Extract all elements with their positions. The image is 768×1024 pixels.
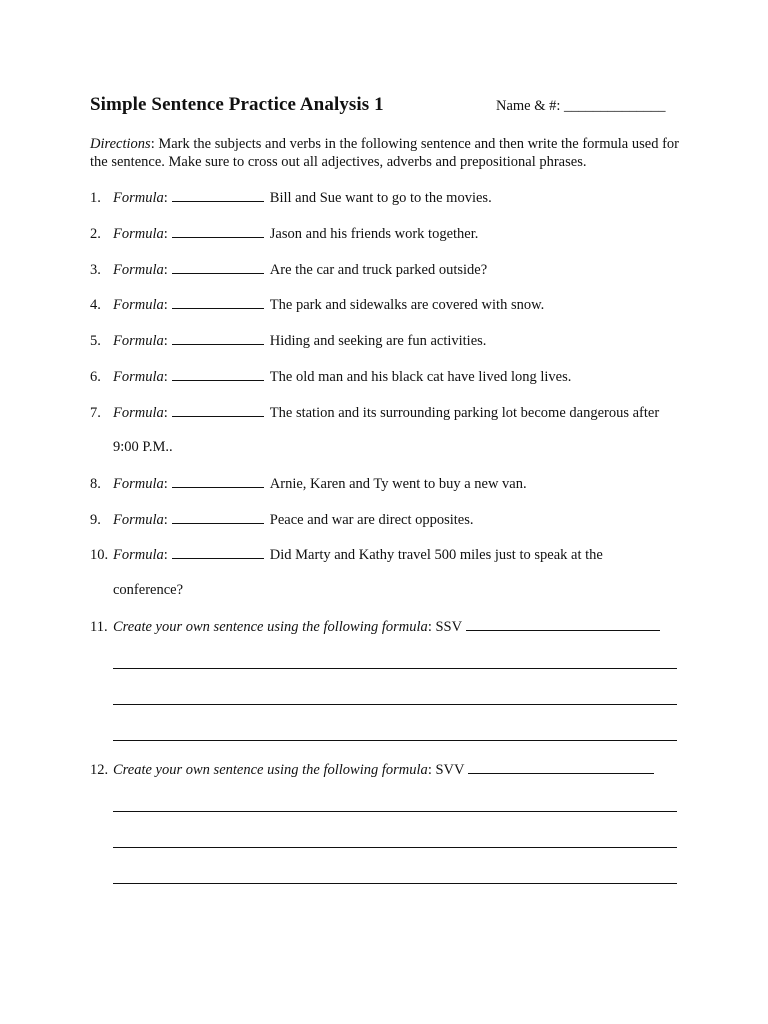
list-item: 5. Formula: Hiding and seeking are fun activities. xyxy=(90,333,487,349)
worksheet-title: Simple Sentence Practice Analysis 1 xyxy=(90,94,384,115)
directions xyxy=(90,135,690,171)
item-number: 5. xyxy=(90,333,101,349)
answer-blank[interactable] xyxy=(468,761,654,774)
directions-text: : Mark the subjects and verbs in the following sentence and then write the formula used for the sentence. Make sure to cross out all adjectives, adverbs and prepositional phrases. xyxy=(90,136,679,170)
formula-blank[interactable] xyxy=(172,189,264,202)
create-label: Create your own sentence using the following formula xyxy=(113,762,428,778)
list-item: 3. Formula: Are the car and truck parked outside? xyxy=(90,262,488,278)
item-number: 12. xyxy=(90,762,109,778)
item-number: 8. xyxy=(90,476,101,492)
formula-label: Formula xyxy=(113,547,164,563)
create-formula: : SSV xyxy=(427,619,463,635)
item-sentence: Peace and war are direct opposites. xyxy=(269,512,474,528)
list-item: 7. Formula: The station and its surrounding parking lot become dangerous after xyxy=(90,405,660,421)
item-sentence: Are the car and truck parked outside? xyxy=(269,262,488,278)
answer-line[interactable] xyxy=(113,811,677,812)
list-item: 2. Formula: Jason and his friends work together. xyxy=(90,226,479,242)
list-item: 8. Formula: Arnie, Karen and Ty went to buy a new van. xyxy=(90,476,527,492)
item-sentence: Arnie, Karen and Ty went to buy a new van. xyxy=(269,476,527,492)
name-field[interactable]: Name & #: ______________ xyxy=(496,98,666,114)
create-item xyxy=(90,761,654,779)
answer-line[interactable] xyxy=(113,847,677,848)
item-number: 4. xyxy=(90,297,101,313)
list-item: 10. Formula: Did Marty and Kathy travel 500 miles just to speak at the xyxy=(90,547,603,563)
answer-line[interactable] xyxy=(113,668,677,669)
list-item: 6. Formula: The old man and his black cat have lived long lives. xyxy=(90,369,572,385)
create-item xyxy=(90,618,660,636)
formula-blank[interactable] xyxy=(172,261,264,274)
answer-line[interactable] xyxy=(113,883,677,884)
item-number: 9. xyxy=(90,512,101,528)
item-sentence: Bill and Sue want to go to the movies. xyxy=(269,190,492,206)
formula-label: Formula xyxy=(113,369,164,385)
item-sentence-continuation: 9:00 P.M.. xyxy=(113,439,173,455)
item-number: 2. xyxy=(90,226,101,242)
item-number: 6. xyxy=(90,369,101,385)
answer-line[interactable] xyxy=(113,704,677,705)
formula-label: Formula xyxy=(113,476,164,492)
item-sentence: The old man and his black cat have lived long lives. xyxy=(269,369,572,385)
formula-label: Formula xyxy=(113,333,164,349)
formula-label: Formula xyxy=(113,405,164,421)
formula-blank[interactable] xyxy=(172,546,264,559)
item-number: 3. xyxy=(90,262,101,278)
formula-label: Formula xyxy=(113,190,164,206)
item-sentence: The park and sidewalks are covered with snow. xyxy=(269,297,545,313)
formula-blank[interactable] xyxy=(172,368,264,381)
formula-blank[interactable] xyxy=(172,225,264,238)
formula-blank[interactable] xyxy=(172,511,264,524)
item-sentence: The station and its surrounding parking lot become dangerous after xyxy=(269,405,660,421)
list-item: 1. Formula: Bill and Sue want to go to the movies. xyxy=(90,190,492,206)
item-number: 1. xyxy=(90,190,101,206)
item-number: 10. xyxy=(90,547,109,563)
item-number: 7. xyxy=(90,405,101,421)
item-sentence-continuation: conference? xyxy=(113,582,184,598)
create-formula: : SVV xyxy=(427,762,465,778)
formula-blank[interactable] xyxy=(172,475,264,488)
list-item: 9. Formula: Peace and war are direct opposites. xyxy=(90,512,474,528)
formula-label: Formula xyxy=(113,512,164,528)
item-sentence: Jason and his friends work together. xyxy=(269,226,479,242)
formula-label: Formula xyxy=(113,297,164,313)
formula-blank[interactable] xyxy=(172,404,264,417)
item-sentence: Hiding and seeking are fun activities. xyxy=(269,333,487,349)
answer-blank[interactable] xyxy=(466,618,660,631)
formula-blank[interactable] xyxy=(172,296,264,309)
formula-blank[interactable] xyxy=(172,332,264,345)
answer-line[interactable] xyxy=(113,740,677,741)
item-sentence: Did Marty and Kathy travel 500 miles just to speak at the xyxy=(269,547,603,563)
directions-label: Directions xyxy=(90,136,151,152)
formula-label: Formula xyxy=(113,226,164,242)
formula-label: Formula xyxy=(113,262,164,278)
item-number: 11. xyxy=(90,619,108,635)
list-item: 4. Formula: The park and sidewalks are covered with snow. xyxy=(90,297,545,313)
create-label: Create your own sentence using the following formula xyxy=(113,619,428,635)
